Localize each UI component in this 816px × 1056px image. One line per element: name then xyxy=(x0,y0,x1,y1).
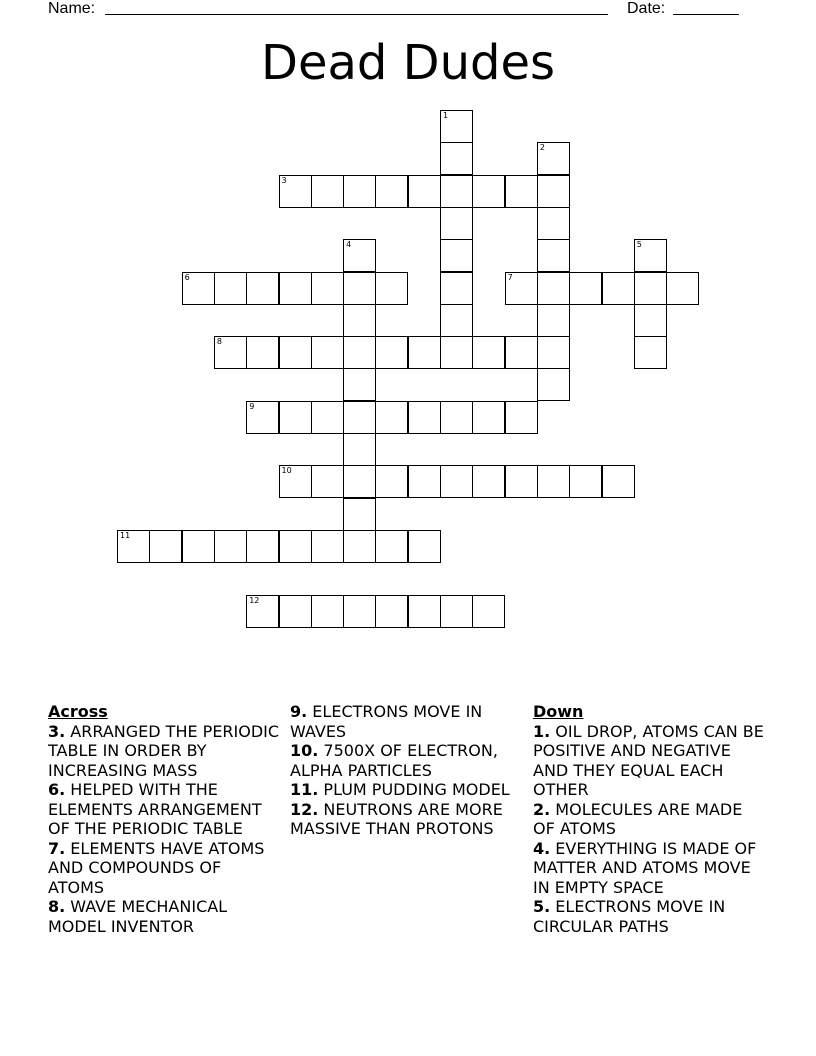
crossword-cell[interactable] xyxy=(279,401,312,434)
cell-clue-number: 7 xyxy=(507,272,513,282)
crossword-cell[interactable] xyxy=(472,401,505,434)
crossword-cell[interactable] xyxy=(537,465,570,498)
crossword-cell[interactable] xyxy=(246,336,279,369)
crossword-cell[interactable] xyxy=(440,207,473,240)
crossword-cell[interactable] xyxy=(634,272,667,305)
crossword-cell[interactable] xyxy=(117,530,150,563)
crossword-cell[interactable] xyxy=(311,401,344,434)
crossword-cell[interactable] xyxy=(472,595,505,628)
crossword-cell[interactable] xyxy=(408,175,441,208)
crossword-cell[interactable] xyxy=(472,465,505,498)
clue-across-11: 11. PLUM PUDDING MODEL xyxy=(290,780,510,799)
clues-across-column xyxy=(48,702,280,936)
crossword-cell[interactable] xyxy=(343,304,376,337)
date-label: Date: xyxy=(627,0,666,17)
crossword-cell[interactable] xyxy=(279,175,312,208)
clues-down-column xyxy=(533,702,765,936)
crossword-cell[interactable] xyxy=(246,595,279,628)
crossword-cell[interactable] xyxy=(440,336,473,369)
clue-across-10: 10. 7500X OF ELECTRON, ALPHA PARTICLES xyxy=(290,741,498,780)
cell-clue-number: 9 xyxy=(249,401,255,411)
crossword-cell[interactable] xyxy=(537,272,570,305)
crossword-cell[interactable] xyxy=(537,368,570,401)
crossword-cell[interactable] xyxy=(279,595,312,628)
cell-clue-number: 1 xyxy=(443,111,449,120)
down-heading: Down xyxy=(533,702,584,721)
crossword-cell[interactable] xyxy=(343,239,376,272)
name-label: Name: xyxy=(48,0,96,17)
cell-clue-number: 2 xyxy=(539,143,545,153)
clue-down-5: 5. ELECTRONS MOVE IN CIRCULAR PATHS xyxy=(533,897,726,936)
crossword-cell[interactable] xyxy=(408,336,441,369)
crossword-cell[interactable] xyxy=(408,530,441,563)
crossword-cell[interactable] xyxy=(505,401,538,434)
crossword-cell[interactable] xyxy=(537,239,570,272)
crossword-cell[interactable] xyxy=(408,595,441,628)
clues-across-continued-column xyxy=(290,702,522,839)
crossword-cell[interactable] xyxy=(537,175,570,208)
crossword-cell[interactable] xyxy=(537,142,570,175)
crossword-cell[interactable] xyxy=(343,401,376,434)
crossword-cell[interactable] xyxy=(537,304,570,337)
cell-clue-number: 8 xyxy=(216,337,222,347)
clue-across-12: 12. NEUTRONS ARE MORE MASSIVE THAN PROTONS xyxy=(290,799,503,838)
clue-across-8: 8. WAVE MECHANICAL MODEL INVENTOR xyxy=(48,897,228,936)
crossword-cell[interactable] xyxy=(505,175,538,208)
crossword-cell[interactable] xyxy=(214,272,247,305)
crossword-cell[interactable] xyxy=(246,530,279,563)
crossword-cell[interactable] xyxy=(279,465,312,498)
crossword-cell[interactable] xyxy=(408,401,441,434)
crossword-cell[interactable] xyxy=(537,336,570,369)
crossword-cell[interactable] xyxy=(375,272,408,305)
crossword-cell[interactable] xyxy=(375,336,408,369)
crossword-cell[interactable] xyxy=(408,465,441,498)
crossword-cell[interactable] xyxy=(602,465,635,498)
crossword-cell[interactable] xyxy=(343,530,376,563)
crossword-cell[interactable] xyxy=(149,530,182,563)
crossword-cell[interactable] xyxy=(634,304,667,337)
crossword-cell[interactable] xyxy=(472,336,505,369)
cell-clue-number: 6 xyxy=(184,272,190,282)
crossword-cell[interactable] xyxy=(246,401,279,434)
crossword-cell[interactable] xyxy=(311,175,344,208)
crossword-cell[interactable] xyxy=(343,272,376,305)
crossword-cell[interactable] xyxy=(246,272,279,305)
clue-down-2: 2. MOLECULES ARE MADE OF ATOMS xyxy=(533,799,743,838)
crossword-cell[interactable] xyxy=(505,336,538,369)
crossword-cell[interactable] xyxy=(311,595,344,628)
cell-clue-number: 11 xyxy=(120,530,131,540)
crossword-cell[interactable] xyxy=(602,272,635,305)
crossword-cell[interactable] xyxy=(440,595,473,628)
crossword-cell[interactable] xyxy=(440,110,473,143)
crossword-cell[interactable] xyxy=(666,272,699,305)
crossword-cell[interactable] xyxy=(440,272,473,305)
across-heading: Across xyxy=(48,702,108,721)
cell-clue-number: 10 xyxy=(281,466,292,476)
crossword-cell[interactable] xyxy=(343,175,376,208)
crossword-cell[interactable] xyxy=(537,207,570,240)
crossword-cell[interactable] xyxy=(440,465,473,498)
crossword-cell[interactable] xyxy=(311,272,344,305)
crossword-cell[interactable] xyxy=(440,142,473,175)
crossword-cell[interactable] xyxy=(375,401,408,434)
crossword-cell[interactable] xyxy=(440,304,473,337)
crossword-cell[interactable] xyxy=(505,465,538,498)
crossword-cell[interactable] xyxy=(505,272,538,305)
crossword-cell[interactable] xyxy=(375,465,408,498)
cell-clue-number: 4 xyxy=(346,240,352,250)
crossword-cell[interactable] xyxy=(182,272,215,305)
crossword-cell[interactable] xyxy=(343,433,376,466)
crossword-cell[interactable] xyxy=(375,175,408,208)
crossword-cell[interactable] xyxy=(440,239,473,272)
cell-clue-number: 12 xyxy=(249,595,260,605)
crossword-cell[interactable] xyxy=(634,239,667,272)
clue-across-6: 6. HELPED WITH THE ELEMENTS ARRANGEMENT OF THE PERIODIC TABLE xyxy=(48,780,262,838)
crossword-cell[interactable] xyxy=(343,595,376,628)
crossword-cell[interactable] xyxy=(279,530,312,563)
crossword-cell[interactable] xyxy=(343,368,376,401)
crossword-cell[interactable] xyxy=(311,465,344,498)
crossword-cell[interactable] xyxy=(569,465,602,498)
clue-across-7: 7. ELEMENTS HAVE ATOMS AND COMPOUNDS OF ATOMS xyxy=(48,838,265,897)
crossword-cell[interactable] xyxy=(634,336,667,369)
crossword-cell[interactable] xyxy=(343,498,376,531)
crossword-cell[interactable] xyxy=(569,272,602,305)
clue-down-4: 4. EVERYTHING IS MADE OF MATTER AND ATOMS MOVE IN EMPTY SPACE xyxy=(533,838,757,897)
crossword-cell[interactable] xyxy=(440,175,473,208)
clue-down-1: 1. OIL DROP, ATOMS CAN BE POSITIVE AND NEGATIVE AND THEY EQUAL EACH OTHER xyxy=(533,721,764,799)
crossword-cell[interactable] xyxy=(375,595,408,628)
clue-across-9: 9. ELECTRONS MOVE IN WAVES xyxy=(290,702,483,741)
crossword-cell[interactable] xyxy=(214,530,247,563)
crossword-cell[interactable] xyxy=(375,530,408,563)
cell-clue-number: 5 xyxy=(636,240,642,250)
crossword-cell[interactable] xyxy=(182,530,215,563)
cell-clue-number: 3 xyxy=(281,175,287,185)
crossword-cell[interactable] xyxy=(343,336,376,369)
page-title: Dead Dudes xyxy=(260,35,556,91)
crossword-cell[interactable] xyxy=(472,175,505,208)
crossword-cell[interactable] xyxy=(279,272,312,305)
crossword-cell[interactable] xyxy=(343,465,376,498)
crossword-cell[interactable] xyxy=(214,336,247,369)
clue-across-3: 3. ARRANGED THE PERIODIC TABLE IN ORDER BY INCREASING MASS xyxy=(48,721,280,780)
crossword-cell[interactable] xyxy=(311,530,344,563)
crossword-cell[interactable] xyxy=(279,336,312,369)
crossword-cell[interactable] xyxy=(440,401,473,434)
crossword-cell[interactable] xyxy=(311,336,344,369)
